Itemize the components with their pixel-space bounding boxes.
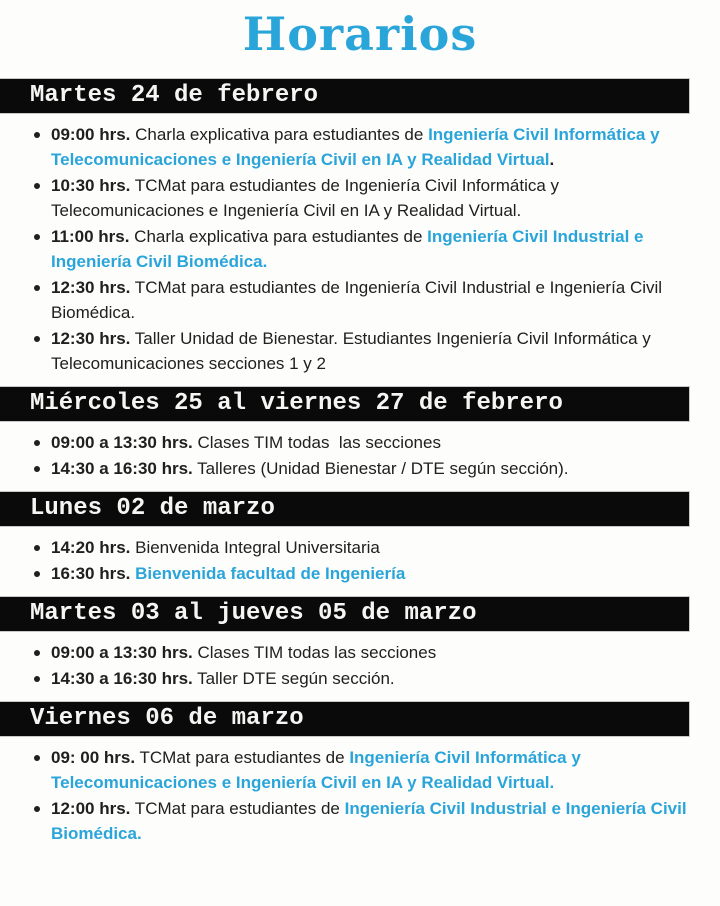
event-description: Clases TIM todas las secciones bbox=[192, 643, 437, 662]
event-description: Taller DTE según sección. bbox=[192, 669, 395, 688]
event-list bbox=[0, 640, 720, 691]
event-item bbox=[34, 640, 692, 665]
event-list bbox=[0, 745, 720, 846]
event-time: 12:30 hrs. bbox=[51, 278, 131, 297]
bullet-icon bbox=[34, 285, 40, 291]
event-description: TCMat para estudiantes de Ingeniería Civil Informática y Telecomunicaciones e Ingeniería Civil en IA y Realidad Virtual. bbox=[51, 176, 564, 220]
event-text bbox=[51, 275, 692, 325]
sections-container bbox=[0, 78, 720, 846]
event-time: 09:00 hrs. bbox=[51, 125, 131, 144]
bullet-icon bbox=[34, 676, 40, 682]
event-item bbox=[34, 745, 692, 795]
event-item bbox=[34, 796, 692, 846]
day-banner: Viernes 06 de marzo bbox=[0, 701, 690, 737]
event-time: 14:30 a 16:30 hrs. bbox=[51, 669, 193, 688]
event-highlight-text: Bienvenida facultad de Ingeniería bbox=[135, 564, 406, 583]
event-text bbox=[51, 173, 692, 223]
event-list bbox=[0, 535, 720, 586]
event-list bbox=[0, 430, 720, 481]
event-time: 09:00 a 13:30 hrs. bbox=[51, 433, 193, 452]
schedule-section bbox=[0, 491, 720, 586]
bullet-icon bbox=[34, 650, 40, 656]
event-text bbox=[51, 456, 569, 481]
bullet-icon bbox=[34, 571, 40, 577]
event-highlight-text: Ingeniería Civil Industrial e Ingeniería Civil Biomédica. bbox=[51, 799, 692, 843]
event-time: 16:30 hrs. bbox=[51, 564, 131, 583]
event-time: 14:30 a 16:30 hrs. bbox=[51, 459, 193, 478]
event-item bbox=[34, 326, 692, 376]
event-item bbox=[34, 173, 692, 223]
event-highlight-text: Ingeniería Civil Industrial e Ingeniería Civil Biomédica. bbox=[51, 227, 649, 271]
event-text bbox=[51, 561, 405, 586]
schedule-section bbox=[0, 596, 720, 691]
event-text bbox=[51, 666, 395, 691]
bullet-icon bbox=[34, 755, 40, 761]
event-description: Charla explicativa para estudiantes de bbox=[129, 227, 428, 246]
event-time: 14:20 hrs. bbox=[51, 538, 131, 557]
event-text bbox=[51, 796, 692, 846]
bullet-icon bbox=[34, 132, 40, 138]
schedule-section bbox=[0, 78, 720, 376]
bullet-icon bbox=[34, 336, 40, 342]
bullet-icon bbox=[34, 234, 40, 240]
event-time: 11:00 hrs. bbox=[51, 227, 130, 246]
event-time: 12:30 hrs. bbox=[51, 329, 131, 348]
event-item bbox=[34, 666, 692, 691]
event-description: TCMat para estudiantes de bbox=[130, 799, 345, 818]
bullet-icon bbox=[34, 545, 40, 551]
event-text bbox=[51, 535, 380, 560]
schedule-section bbox=[0, 386, 720, 481]
schedule-section bbox=[0, 701, 720, 846]
bullet-icon bbox=[34, 466, 40, 472]
event-description: Talleres (Unidad Bienestar / DTE según sección). bbox=[192, 459, 569, 478]
page-title: Horarios bbox=[242, 7, 478, 61]
event-text bbox=[51, 430, 441, 455]
event-item bbox=[34, 561, 692, 586]
event-description: Taller Unidad de Bienestar. Estudiantes Ingeniería Civil Informática y Telecomunicaciones secciones 1 y 2 bbox=[51, 329, 656, 373]
event-item bbox=[34, 535, 692, 560]
bullet-icon bbox=[34, 183, 40, 189]
event-item bbox=[34, 275, 692, 325]
event-highlight-text: Ingeniería Civil Informática y Telecomunicaciones e Ingeniería Civil en IA y Realidad Virtual. bbox=[51, 748, 586, 792]
bullet-icon bbox=[34, 806, 40, 812]
event-description: Charla explicativa para estudiantes de bbox=[130, 125, 429, 144]
day-banner: Martes 03 al jueves 05 de marzo bbox=[0, 596, 690, 632]
event-text bbox=[51, 122, 692, 172]
event-time: 10:30 hrs. bbox=[51, 176, 131, 195]
day-banner: Miércoles 25 al viernes 27 de febrero bbox=[0, 386, 690, 422]
event-time: 09: 00 hrs. bbox=[51, 748, 136, 767]
event-list bbox=[0, 122, 720, 376]
day-banner: Lunes 02 de marzo bbox=[0, 491, 690, 527]
event-item bbox=[34, 122, 692, 172]
day-banner: Martes 24 de febrero bbox=[0, 78, 690, 114]
event-time: 09:00 a 13:30 hrs. bbox=[51, 643, 193, 662]
event-description: Clases TIM todas las secciones bbox=[192, 433, 441, 452]
event-description: TCMat para estudiantes de bbox=[135, 748, 350, 767]
event-time: 12:00 hrs. bbox=[51, 799, 131, 818]
bullet-icon bbox=[34, 440, 40, 446]
event-text bbox=[51, 326, 692, 376]
schedule-page bbox=[0, 6, 720, 906]
event-highlight-text: Ingeniería Civil Informática y Telecomunicaciones e Ingeniería Civil en IA y Realidad Virtual bbox=[51, 125, 665, 169]
event-text bbox=[51, 640, 436, 665]
event-time: . bbox=[549, 150, 555, 169]
event-description: Bienvenida Integral Universitaria bbox=[130, 538, 380, 557]
event-text bbox=[51, 745, 692, 795]
event-text bbox=[51, 224, 692, 274]
event-item bbox=[34, 430, 692, 455]
event-item bbox=[34, 224, 692, 274]
event-description: TCMat para estudiantes de Ingeniería Civil Industrial e Ingeniería Civil Biomédica. bbox=[51, 278, 667, 322]
event-item bbox=[34, 456, 692, 481]
